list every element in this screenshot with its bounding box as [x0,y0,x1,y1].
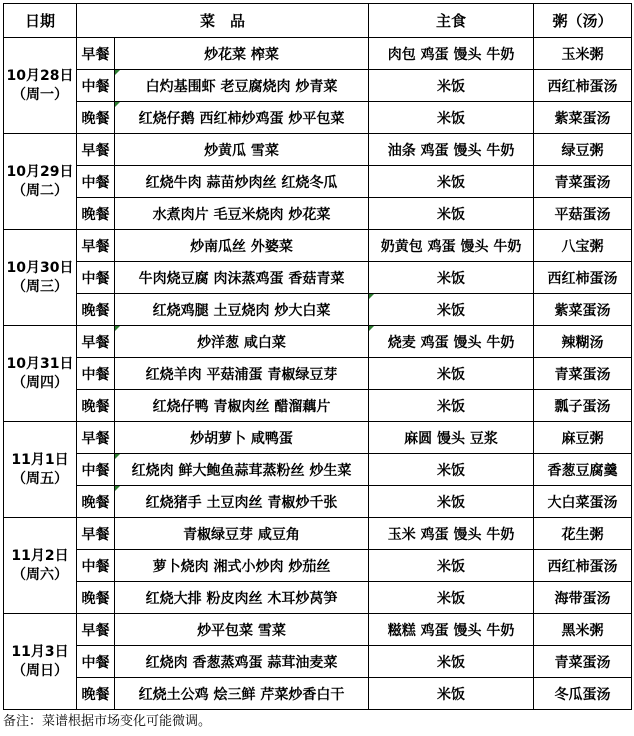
porridge-cell: 玉米粥 [534,38,632,70]
staple-cell: 米饭 [369,102,534,134]
staple-cell: 油条 鸡蛋 馒头 牛奶 [369,134,534,166]
meal-cell: 早餐 [77,134,115,166]
porridge-cell: 冬瓜蛋汤 [534,678,632,710]
porridge-cell: 麻豆粥 [534,422,632,454]
header-row [4,4,632,38]
date-cell [4,326,77,422]
meal-cell: 晚餐 [77,102,115,134]
weekday-label: （周三） [12,278,68,295]
staple-cell: 米饭 [369,486,534,518]
weekday-label: （周一） [12,86,68,103]
staple-cell: 米饭 [369,550,534,582]
staple-cell: 米饭 [369,646,534,678]
porridge-cell: 瓢子蛋汤 [534,390,632,422]
table-row [4,582,632,614]
weekday-label: （周六） [12,566,68,583]
porridge-cell: 大白菜蛋汤 [534,486,632,518]
staple-cell: 麻圆 馒头 豆浆 [369,422,534,454]
date-cell [4,134,77,230]
staple-cell: 烧麦 鸡蛋 馒头 牛奶 [369,326,534,358]
table-row [4,326,632,358]
staple-cell: 米饭 [369,198,534,230]
table-row [4,390,632,422]
header-date: 日期 [4,4,77,38]
table-row [4,486,632,518]
meal-cell: 晚餐 [77,678,115,710]
date-label: 11月3日 [11,643,69,660]
staple-cell: 米饭 [369,294,534,326]
table-row [4,614,632,646]
date-label: 10月31日 [6,355,74,372]
meal-cell: 晚餐 [77,198,115,230]
header-staple: 主食 [369,4,534,38]
staple-cell: 米饭 [369,70,534,102]
date-label: 11月2日 [11,547,69,564]
table-row [4,454,632,486]
porridge-cell: 八宝粥 [534,230,632,262]
porridge-cell: 紫菜蛋汤 [534,102,632,134]
dishes-cell: 红烧羊肉 平菇浦蛋 青椒绿豆芽 [115,358,369,390]
porridge-cell: 西红柿蛋汤 [534,262,632,294]
meal-cell: 中餐 [77,550,115,582]
date-cell [4,422,77,518]
table-row [4,678,632,710]
date-cell [4,230,77,326]
dishes-cell: 红烧鸡腿 土豆烧肉 炒大白菜 [115,294,369,326]
meal-cell: 早餐 [77,38,115,70]
dishes-cell: 白灼基围虾 老豆腐烧肉 炒青菜 [115,70,369,102]
table-row [4,198,632,230]
staple-cell: 米饭 [369,454,534,486]
dishes-cell: 炒平包菜 雪菜 [115,614,369,646]
meal-cell: 中餐 [77,166,115,198]
porridge-cell: 青菜蛋汤 [534,166,632,198]
table-row [4,70,632,102]
meal-cell: 晚餐 [77,294,115,326]
weekday-label: （周五） [12,470,68,487]
staple-cell: 米饭 [369,678,534,710]
meal-cell: 中餐 [77,646,115,678]
porridge-cell: 辣糊汤 [534,326,632,358]
dishes-cell: 红烧牛肉 蒜苗炒肉丝 红烧冬瓜 [115,166,369,198]
table-row [4,102,632,134]
dishes-cell: 炒南瓜丝 外婆菜 [115,230,369,262]
porridge-cell: 紫菜蛋汤 [534,294,632,326]
date-label: 10月29日 [6,163,74,180]
porridge-cell: 香葱豆腐羹 [534,454,632,486]
dishes-cell: 红烧仔鸭 青椒肉丝 醋溜藕片 [115,390,369,422]
staple-cell: 米饭 [369,390,534,422]
table-row [4,294,632,326]
staple-cell: 米饭 [369,582,534,614]
dishes-cell: 红烧仔鹅 西红柿炒鸡蛋 炒平包菜 [115,102,369,134]
meal-cell: 中餐 [77,358,115,390]
table-row [4,262,632,294]
date-cell [4,518,77,614]
dishes-cell: 炒洋葱 咸白菜 [115,326,369,358]
porridge-cell: 黑米粥 [534,614,632,646]
meal-cell: 中餐 [77,454,115,486]
meal-cell: 早餐 [77,614,115,646]
meal-cell: 早餐 [77,422,115,454]
porridge-cell: 青菜蛋汤 [534,358,632,390]
staple-cell: 米饭 [369,166,534,198]
dishes-cell: 红烧土公鸡 烩三鲜 芹菜炒香白干 [115,678,369,710]
dishes-cell: 炒黄瓜 雪菜 [115,134,369,166]
porridge-cell: 海带蛋汤 [534,582,632,614]
meal-cell: 中餐 [77,70,115,102]
table-row [4,518,632,550]
staple-cell: 奶黄包 鸡蛋 馒头 牛奶 [369,230,534,262]
porridge-cell: 青菜蛋汤 [534,646,632,678]
dishes-cell: 炒花菜 榨菜 [115,38,369,70]
dishes-cell: 红烧肉 鲜大鲍鱼蒜茸蒸粉丝 炒生菜 [115,454,369,486]
table-row [4,38,632,70]
dishes-cell: 水煮肉片 毛豆米烧肉 炒花菜 [115,198,369,230]
date-label: 11月1日 [11,451,69,468]
staple-cell: 糍糕 鸡蛋 馒头 牛奶 [369,614,534,646]
porridge-cell: 花生粥 [534,518,632,550]
date-cell [4,38,77,134]
header-porridge: 粥（汤） [534,4,632,38]
porridge-cell: 绿豆粥 [534,134,632,166]
dishes-cell: 红烧大排 粉皮肉丝 木耳炒莴笋 [115,582,369,614]
table-row [4,230,632,262]
dishes-cell: 青椒绿豆芽 咸豆角 [115,518,369,550]
date-label: 10月30日 [6,259,74,276]
staple-cell: 肉包 鸡蛋 馒头 牛奶 [369,38,534,70]
meal-cell: 早餐 [77,518,115,550]
staple-cell: 米饭 [369,358,534,390]
staple-cell: 米饭 [369,262,534,294]
porridge-cell: 平菇蛋汤 [534,198,632,230]
dishes-cell: 红烧肉 香葱蒸鸡蛋 蒜茸油麦菜 [115,646,369,678]
table-row [4,166,632,198]
porridge-cell: 西红柿蛋汤 [534,70,632,102]
table-row [4,422,632,454]
meal-cell: 早餐 [77,326,115,358]
dishes-cell: 炒胡萝卜 咸鸭蛋 [115,422,369,454]
menu-body [4,38,632,710]
meal-cell: 晚餐 [77,486,115,518]
weekday-label: （周日） [12,662,68,679]
meal-cell: 晚餐 [77,390,115,422]
meal-cell: 晚餐 [77,582,115,614]
dishes-cell: 萝卜烧肉 湘式小炒肉 炒茄丝 [115,550,369,582]
footnote: 备注：菜谱根据市场变化可能微调。 [3,714,212,729]
table-row [4,134,632,166]
header-dishes: 菜 品 [77,4,369,38]
weekday-label: （周四） [12,374,68,391]
table-row [4,646,632,678]
porridge-cell: 西红柿蛋汤 [534,550,632,582]
meal-cell: 中餐 [77,262,115,294]
table-row [4,358,632,390]
staple-cell: 玉米 鸡蛋 馒头 牛奶 [369,518,534,550]
date-label: 10月28日 [6,67,74,84]
dishes-cell: 牛肉烧豆腐 肉沫蒸鸡蛋 香菇青菜 [115,262,369,294]
weekday-label: （周二） [12,182,68,199]
meal-cell: 早餐 [77,230,115,262]
menu-table [3,3,632,710]
table-row [4,550,632,582]
date-cell [4,614,77,710]
dishes-cell: 红烧猪手 土豆肉丝 青椒炒千张 [115,486,369,518]
